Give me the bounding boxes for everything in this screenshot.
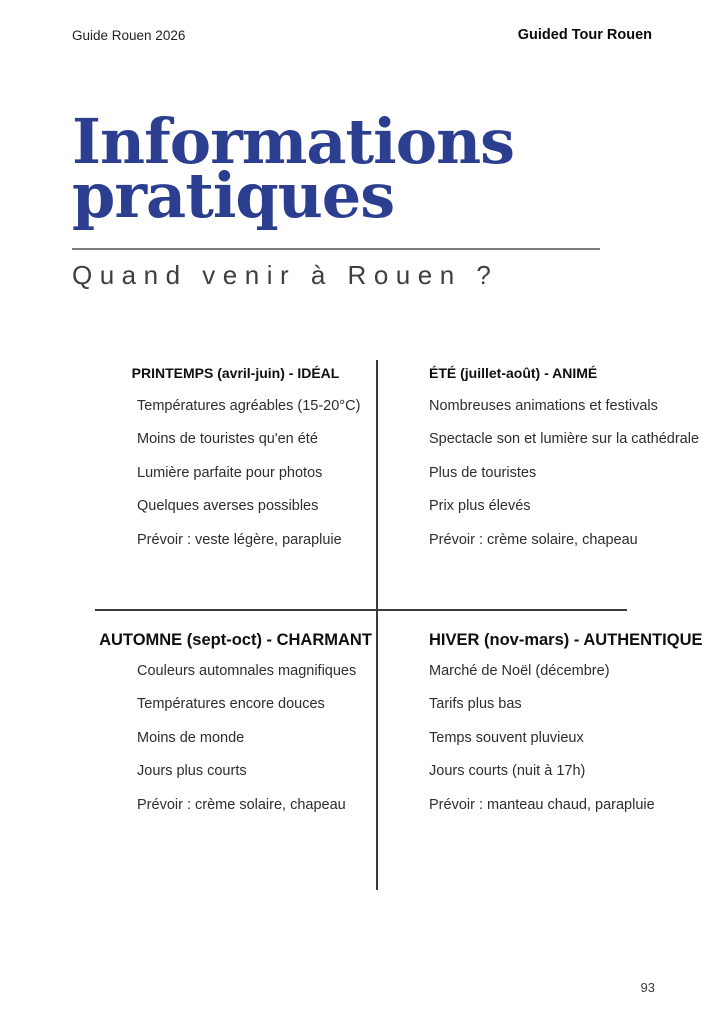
quadrant-printemps-list — [95, 396, 376, 563]
page-number: 93 — [640, 980, 655, 995]
list-item: Temps souvent pluvieux — [429, 729, 584, 746]
list-item: Moins de monde — [137, 729, 245, 746]
list-item: Températures agréables (15-20°C) — [137, 398, 361, 414]
list-item: Spectacle son et lumière sur la cathédrale — [429, 431, 700, 448]
list-item: Plus de touristes — [429, 464, 537, 481]
list-item: Jours plus courts — [137, 763, 247, 780]
list-item: Lumière parfaite pour photos — [137, 464, 323, 481]
list-item: Tarifs plus bas — [429, 696, 522, 713]
list-item: Prix plus élevés — [429, 498, 531, 515]
list-item: Jours courts (nuit à 17h) — [429, 763, 586, 780]
list-item: Prévoir : veste légère, parapluie — [137, 531, 342, 548]
title-divider — [72, 248, 600, 250]
section-subtitle: Quand venir à Rouen ? — [72, 260, 499, 290]
page-title-line2: pratiques — [72, 159, 395, 232]
vertical-divider — [376, 360, 378, 890]
list-item: Marché de Noël (décembre) — [429, 663, 610, 679]
quadrant-automne-heading: AUTOMNE (sept-oct) - CHARMANT — [99, 631, 372, 649]
quadrant-printemps-heading: PRINTEMPS (avril-juin) - IDÉAL — [131, 365, 340, 381]
quadrant-ete-list — [429, 396, 719, 563]
list-item: Prévoir : crème solaire, chapeau — [429, 531, 638, 548]
list-item: Prévoir : manteau chaud, parapluie — [429, 796, 655, 813]
quadrant-printemps — [95, 363, 376, 563]
quadrant-automne-list — [95, 661, 376, 828]
list-item: Températures encore douces — [137, 696, 325, 713]
list-item: Moins de touristes qu'en été — [137, 431, 318, 448]
list-item: Couleurs automnales magnifiques — [137, 663, 357, 679]
quadrant-ete — [429, 363, 719, 563]
header-right-text: Guided Tour Rouen — [517, 27, 652, 43]
quadrant-hiver-heading: HIVER (nov-mars) - AUTHENTIQUE — [429, 631, 703, 649]
horizontal-divider — [95, 609, 627, 611]
header-left-text: Guide Rouen 2026 — [72, 28, 186, 43]
quadrant-hiver — [429, 630, 719, 828]
quadrant-ete-heading: ÉTÉ (juillet-août) - ANIMÉ — [429, 365, 598, 381]
list-item: Prévoir : crème solaire, chapeau — [137, 796, 346, 813]
page-title — [72, 105, 515, 232]
list-item: Quelques averses possibles — [137, 498, 319, 515]
page-title-line1: Informations — [72, 105, 515, 178]
quadrant-hiver-list — [429, 661, 719, 828]
quadrant-automne — [95, 630, 376, 828]
list-item: Nombreuses animations et festivals — [429, 398, 658, 414]
